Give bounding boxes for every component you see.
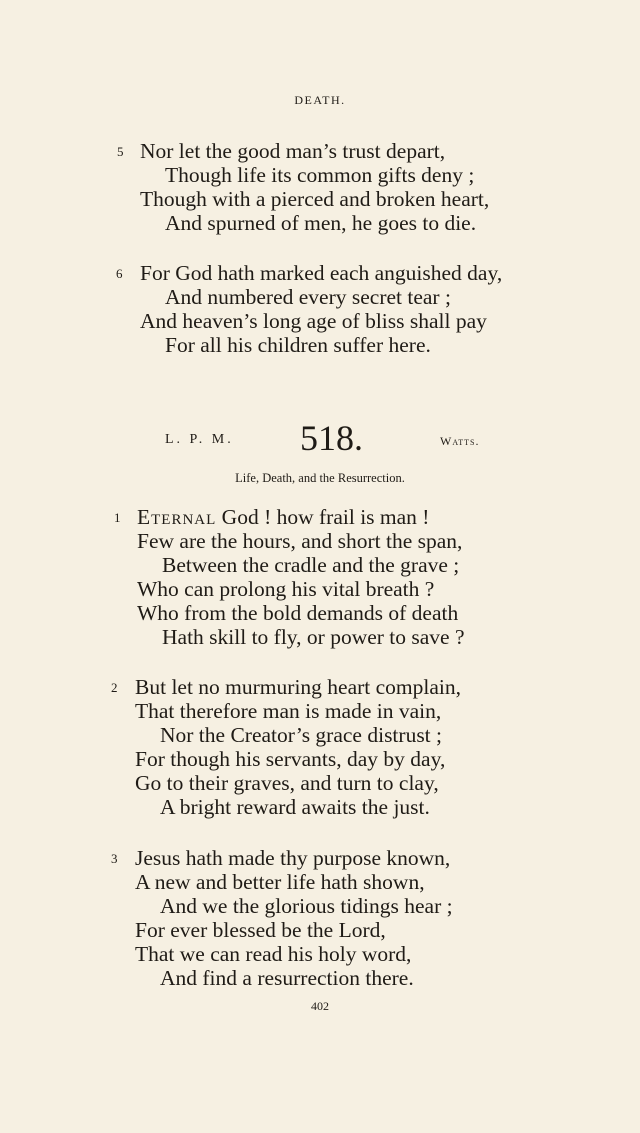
running-head: DEATH.: [294, 93, 346, 107]
stanza-number: 5: [117, 144, 124, 159]
verse-line: A new and better life hath shown,: [135, 870, 425, 894]
verse-line: Nor the Creator’s grace distrust ;: [160, 723, 443, 747]
verse-line: A bright reward awaits the just.: [160, 795, 430, 819]
first-word-caps: Eternal: [137, 505, 217, 529]
verse-line: That therefore man is made in vain,: [135, 699, 442, 723]
stanza-number: 1: [114, 510, 121, 525]
verse-line: Who can prolong his vital breath ?: [137, 577, 435, 601]
verse-line: And spurned of men, he goes to die.: [165, 211, 477, 235]
verse-line: Between the cradle and the grave ;: [162, 553, 460, 577]
verse-line: Few are the hours, and short the span,: [137, 529, 463, 553]
verse-line: But let no murmuring heart complain,: [135, 675, 462, 699]
hymn-author: Watts.: [440, 434, 480, 448]
verse-line: Hath skill to fly, or power to save ?: [162, 625, 465, 649]
page-number: 402: [311, 999, 329, 1013]
verse-line: That we can read his holy word,: [135, 942, 412, 966]
verse-line: Nor let the good man’s trust depart,: [140, 139, 446, 163]
verse-line: For ever blessed be the Lord,: [135, 918, 386, 942]
verse-line: And we the glorious tidings hear ;: [160, 894, 453, 918]
verse-line: And heaven’s long age of bliss shall pay: [140, 309, 487, 333]
verse-line: For God hath marked each anguished day,: [140, 261, 503, 285]
verse-line-rest: God ! how frail is man !: [221, 505, 430, 529]
hymn-number: 518.: [300, 418, 363, 458]
verse-line: For all his children suffer here.: [165, 333, 431, 357]
verse-line: Though life its common gifts deny ;: [165, 163, 475, 187]
verse-line: For though his servants, day by day,: [135, 747, 446, 771]
verse-line: And numbered every secret tear ;: [165, 285, 451, 309]
stanza-number: 2: [111, 680, 118, 695]
verse-line: [137, 505, 429, 529]
hymn-meter: L. P. M.: [165, 432, 234, 447]
verse-line: Who from the bold demands of death: [137, 601, 459, 625]
verse-line: Though with a pierced and broken heart,: [140, 187, 490, 211]
verse-line: Jesus hath made thy purpose known,: [135, 846, 451, 870]
stanza-number: 6: [116, 266, 123, 281]
hymn-header: [0, 418, 640, 458]
verse-line: Go to their graves, and turn to clay,: [135, 771, 439, 795]
verse-line: And find a resurrection there.: [160, 966, 414, 990]
hymn-subtitle: Life, Death, and the Resurrection.: [235, 471, 405, 485]
stanza-number: 3: [111, 851, 118, 866]
